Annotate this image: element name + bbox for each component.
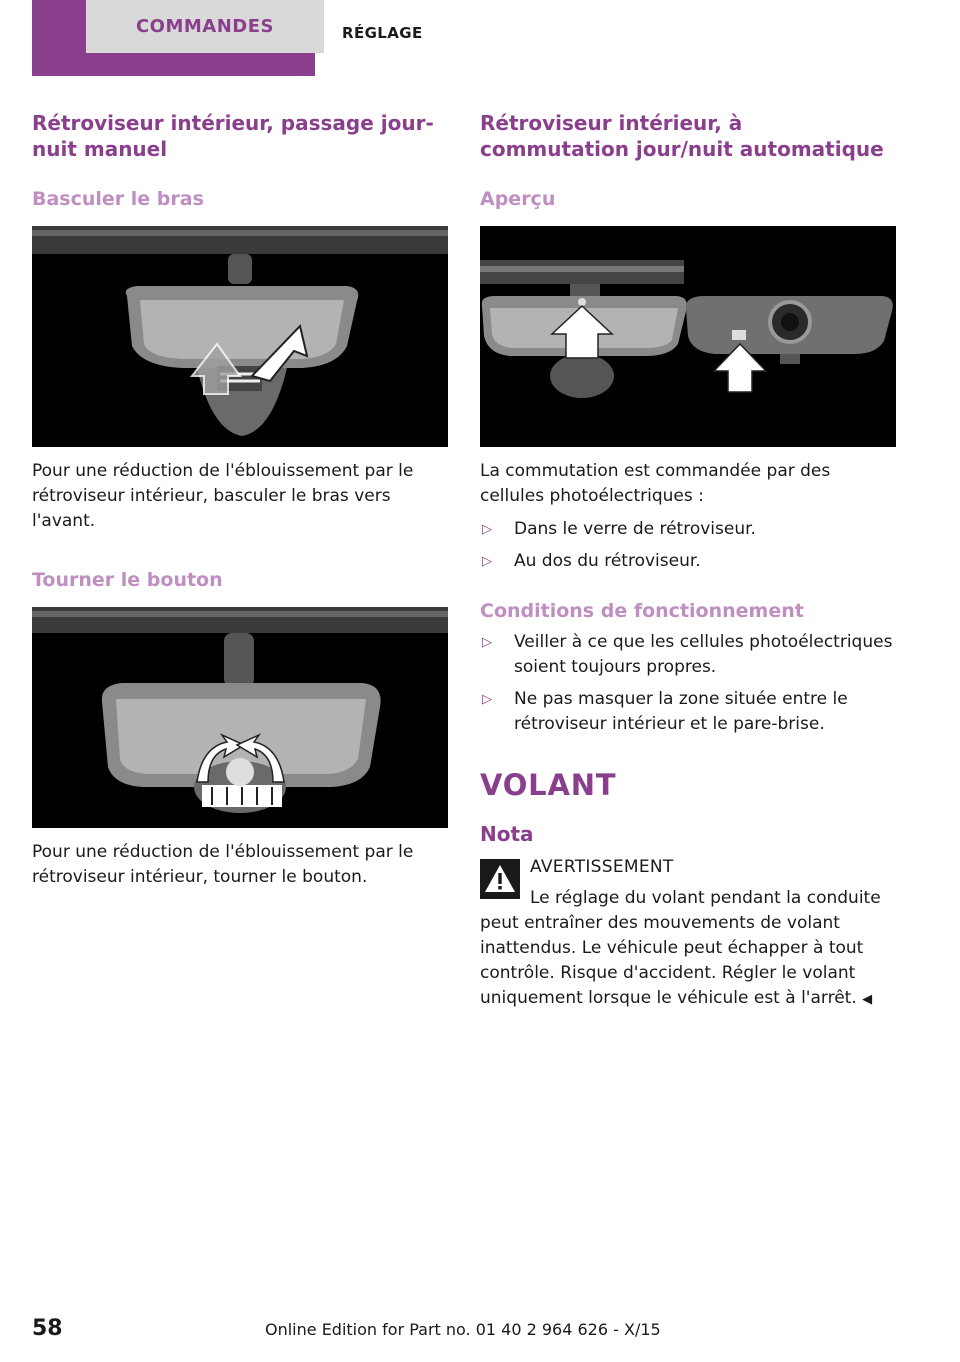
figure-mirror-lever (32, 226, 448, 447)
warning-title: AVERTISSEMENT (530, 857, 674, 877)
tab-commandes-inner (86, 0, 324, 53)
section-title-manual-mirror: Rétroviseur intérieur, passage jour-nuit manuel (32, 111, 434, 161)
subheading-tourner: Tourner le bouton (32, 569, 223, 591)
list-item: ▷ Veiller à ce que les cellules photoélectriques soient toujours propres. (482, 632, 893, 677)
warning-text (480, 886, 896, 1012)
triangle-right-icon: ▷ (482, 692, 492, 707)
subheading-conditions: Conditions de fonctionnement (480, 600, 804, 622)
bullet-list-cells (480, 517, 896, 574)
section-title-auto-mirror: Rétroviseur intérieur, à commutation jour/nuit automatique (480, 111, 884, 161)
subheading-nota: Nota (480, 822, 534, 846)
warning-text-first: Le réglage du volant pendant la conduite (530, 888, 881, 908)
left-column (32, 110, 448, 890)
subheading-basculer: Basculer le bras (32, 188, 204, 210)
right-column (480, 110, 896, 1012)
figure-mirror-knob (32, 607, 448, 828)
bullet-list-conditions (480, 630, 896, 737)
paragraph-tourner: Pour une réduction de l'éblouissement par le rétroviseur intérieur, tourner le bouton. (32, 842, 414, 887)
warning-triangle-icon (480, 859, 520, 899)
triangle-right-icon: ▷ (482, 554, 492, 569)
tab-commandes[interactable] (32, 0, 315, 76)
warning-text-rest: peut entraîner des mouvements de volant inattendus. Le véhicule peut échapper à tout contrôle. Risque d'accident. Régler le volant uniquement lorsque le véhicule est à l'arrêt. (480, 913, 864, 1008)
tab-commandes-label: COMMANDES (135, 16, 275, 37)
chapter-title-volant: VOLANT (480, 768, 617, 802)
tab-reglage[interactable]: RÉGLAGE (342, 24, 423, 42)
list-item: ▷ Dans le verre de rétroviseur. (480, 517, 896, 542)
paragraph-commutation: La commutation est commandée par des cellules photoélectriques : (480, 461, 831, 506)
triangle-right-icon: ▷ (482, 522, 492, 537)
header-tabs (0, 0, 960, 76)
end-mark-icon: ◀ (862, 992, 873, 1007)
page-number: 58 (32, 1316, 63, 1341)
footer-edition: Online Edition for Part no. 01 40 2 964 626 - X/15 (265, 1320, 661, 1339)
figure-auto-mirror (480, 226, 896, 447)
warning-box (480, 855, 896, 1012)
subheading-apercu: Aperçu (480, 188, 556, 210)
paragraph-basculer: Pour une réduction de l'éblouissement par le rétroviseur intérieur, basculer le bras vers l'avant. (32, 461, 414, 531)
list-item: ▷ Au dos du rétroviseur. (480, 549, 896, 574)
list-item: ▷ Ne pas masquer la zone située entre le rétroviseur intérieur et le pare-brise. (482, 689, 848, 734)
triangle-right-icon: ▷ (482, 635, 492, 650)
